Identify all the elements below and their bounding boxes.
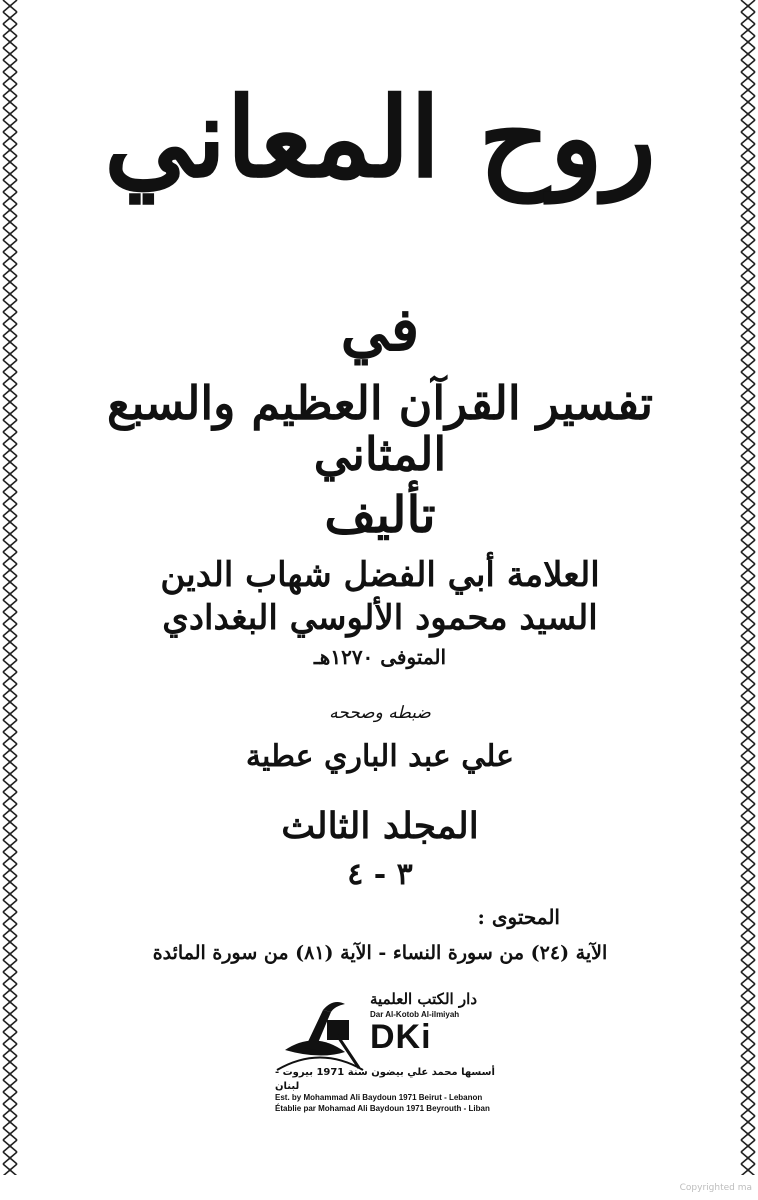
left-border-ornament	[0, 0, 20, 1175]
author-death-date: المتوفى ١٢٧٠هـ	[313, 645, 447, 669]
publisher-logo-text: DKi	[370, 1018, 432, 1056]
author-line-1: العلامة أبي الفضل شهاب الدين	[160, 555, 600, 595]
book-title: روح المعاني	[103, 73, 657, 202]
volume-title: المجلد الثالث	[281, 805, 479, 847]
author-line-2: السيد محمود الألوسي البغدادي	[162, 598, 598, 638]
editing-label: ضبطه وصححه	[329, 703, 431, 723]
publisher-latin-name: Dar Al-Kotob Al-ilmiyah	[370, 1010, 460, 1019]
book-subtitle: تفسير القرآن العظيم والسبع المثاني	[106, 376, 654, 481]
publisher-arabic-name: دار الكتب العلمية	[370, 990, 477, 1008]
publisher-founded-arabic: أسسها محمد علي بيضون سنة 1971 بيروت - لبنان	[275, 1067, 495, 1092]
authorship-label: تأليف	[324, 485, 436, 544]
publisher-founded-french: Établie par Mohamad Ali Baydoun 1971 Beyrouth - Liban	[275, 1103, 490, 1113]
publisher-founded-english: Est. by Mohammad Ali Baydoun 1971 Beirut - Lebanon	[275, 1093, 483, 1102]
title-connector: في	[340, 295, 420, 365]
contents-label: المحتوى :	[477, 905, 560, 929]
editor-name: علي عبد الباري عطية	[245, 739, 515, 774]
publisher-emblem-icon	[275, 990, 365, 1075]
volume-contents: الآية (٢٤) من سورة النساء - الآية (٨١) من سورة المائدة	[152, 942, 608, 964]
right-border-ornament	[738, 0, 758, 1175]
copyright-watermark: Copyrighted ma	[679, 1183, 752, 1193]
volume-parts: ٣ - ٤	[347, 857, 413, 892]
publisher-info	[275, 1066, 505, 1115]
